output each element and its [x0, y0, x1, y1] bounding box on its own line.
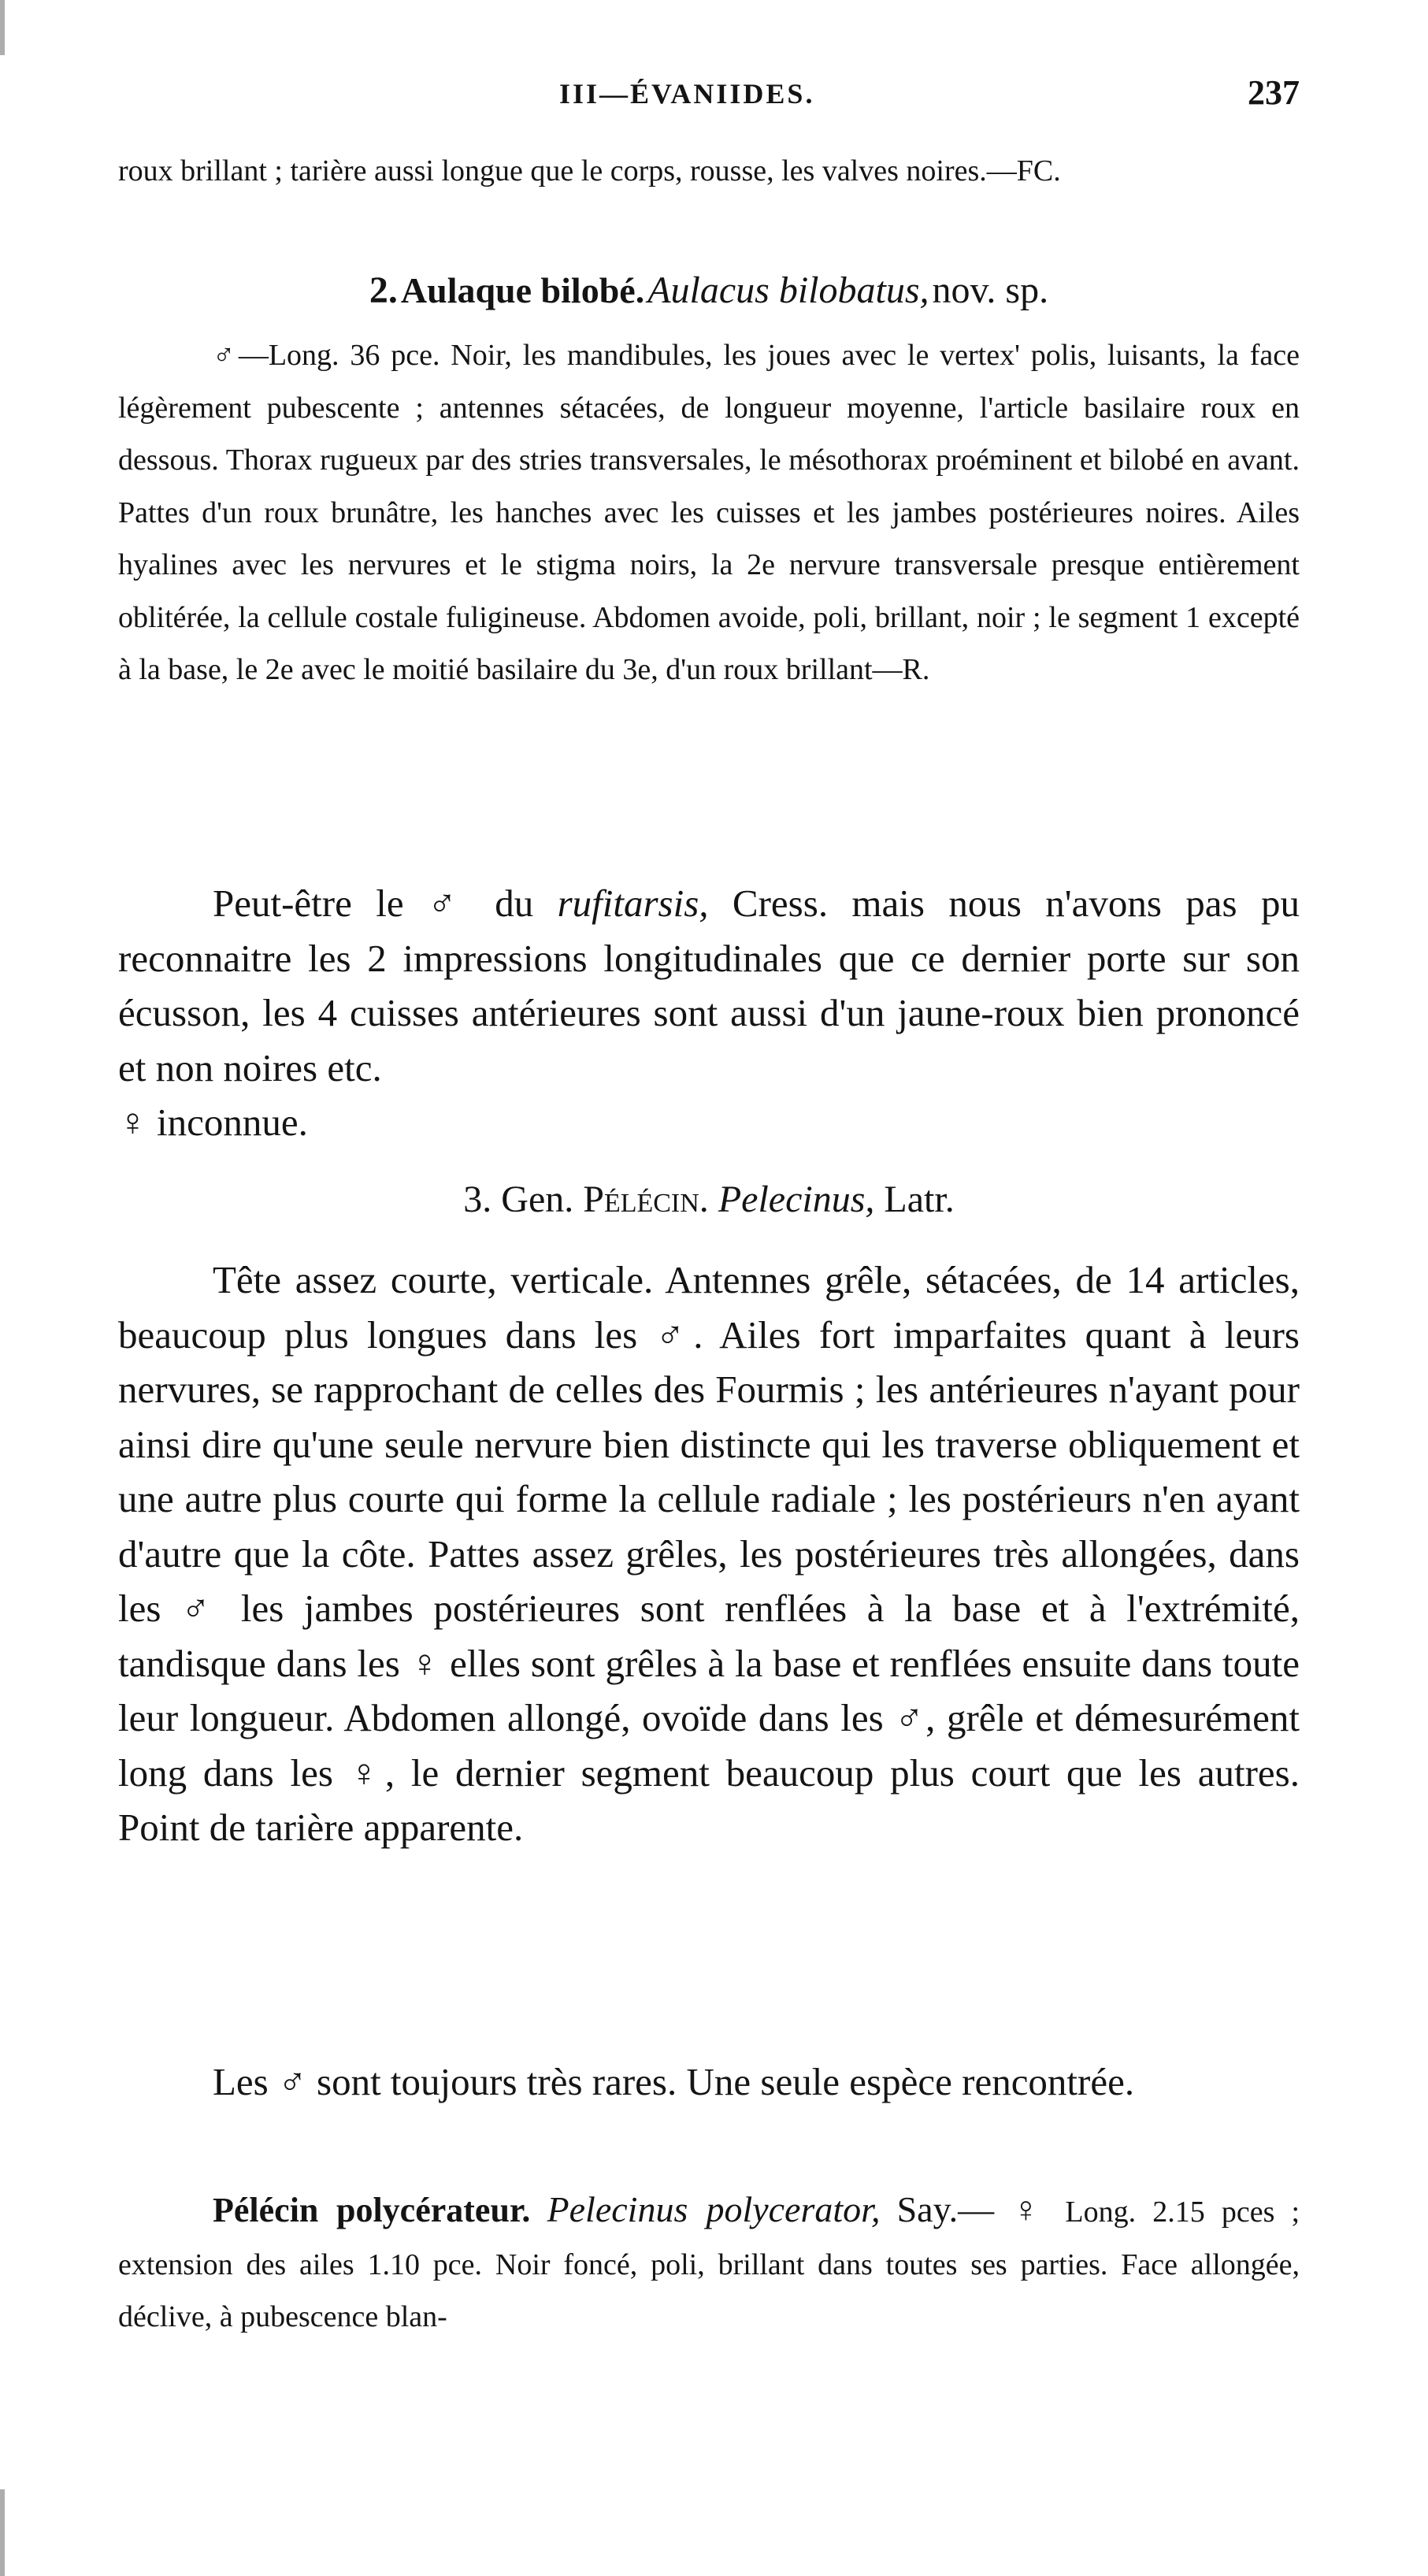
genus-description — [118, 1253, 1300, 1855]
scan-edge-mark-bottom — [0, 2489, 5, 2576]
page-number: 237 — [1248, 73, 1300, 112]
remarks-text-b: Cress. mais nous n'avons pas pu reconnaitre les 2 impressions longitudinales que ce dernier porte sur son écusson, les 4 cuisses antérieures sont aussi d'un jaune-roux bien prononcé et non noires etc. — [118, 882, 1300, 1089]
genus-description-text: Tête assez courte, verticale. Antennes grêle, sétacées, de 14 articles, beaucoup plus longues dans les ♂. Ailes fort imparfaites quant à leurs nervures, se rapprochant de celles des Fourmis ; les antérieures n'ayant pour ainsi dire qu'une seule nervure bien distincte qui les traverse obliquement et une autre plus courte qui forme la cellule radiale ; les postérieurs n'en ayant d'autre que la côte. Pattes assez grêles, les postérieures très allongées, dans les ♂ les jambes postérieures sont renflées à la base et à l'extrémité, tandisque dans les ♀ elles sont grêles à la base et renflées ensuite dans toute leur longueur. Abdomen allongé, ovoïde dans les ♂, grêle et démesurément long dans les ♀, le dernier segment beaucoup plus court que les autres. Point de tarière apparente. — [118, 1258, 1300, 1849]
genus-latin-name: Pelecinus, — [718, 1179, 875, 1220]
paragraph-continuation-text: roux brillant ; tarière aussi longue que le corps, rousse, les valves noires.—FC. — [118, 154, 1061, 187]
species-heading-aulaque — [118, 263, 1300, 327]
remarks-text-a: Peut-être le ♂ du — [213, 882, 558, 925]
scan-edge-mark-top — [0, 0, 5, 55]
running-head: III—ÉVANIIDES. — [559, 78, 815, 109]
pelecin-description-text: Long. 2.15 pces ; extension des ailes 1.10 pce. Noir foncé, poli, brillant dans toutes ses parties. Face allongée, déclive, à pubescence blan- — [118, 2196, 1300, 2333]
rarity-note-text: Les ♂ sont toujours très rares. Une seule espèce rencontrée. — [213, 2060, 1135, 2103]
genus-common-name: Pélécin. — [583, 1179, 709, 1220]
pelecin-species-name: Pélécin polycérateur. — [213, 2191, 531, 2229]
pelecin-author: Say.— ♀ — [896, 2189, 1049, 2229]
remarks-italic-name: rufitarsis, — [557, 882, 709, 925]
species-number: 2. — [369, 269, 398, 311]
species-description-pelecin — [118, 2184, 1300, 2344]
species-description-aulaque — [118, 329, 1300, 696]
rarity-note — [118, 2054, 1300, 2110]
remarks-paragraph — [118, 876, 1300, 1150]
genus-author: Latr. — [884, 1179, 955, 1220]
genus-heading-pelecin — [118, 1172, 1300, 1227]
pelecin-latin-name: Pelecinus polycerator, — [547, 2189, 881, 2229]
species-status: nov. sp. — [932, 269, 1049, 311]
species-latin-name: Aulacus bilobatus, — [647, 269, 929, 311]
page-header — [118, 72, 1300, 120]
species-description-text: —Long. 36 pce. Noir, les mandibules, les joues avec le vertex' polis, luisants, la face légèrement pubescente ; antennes sétacées, de longueur moyenne, l'article basilaire roux en dessous. Thorax rugueux par des stries transversales, le mésothorax proéminent et bilobé en avant. Pattes d'un roux brunâtre, les hanches avec les cuisses et les jambes postérieures noires. Ailes hyalines avec les nervures et le stigma noirs, la 2e nervure transversale presque entièrement oblitérée, la cellule costale fuligineuse. Abdomen avoide, poli, brillant, noir ; le segment 1 excepté à la base, le 2e avec le moitié basilaire du 3e, d'un roux brillant—R. — [118, 339, 1300, 686]
genus-number: 3. Gen. — [463, 1179, 574, 1220]
female-unknown-note: ♀ inconnue. — [118, 1101, 308, 1144]
male-sex-symbol: ♂ — [213, 339, 239, 372]
paragraph-continuation — [118, 145, 1300, 198]
species-common-name: Aulaque bilobé. — [400, 270, 645, 310]
